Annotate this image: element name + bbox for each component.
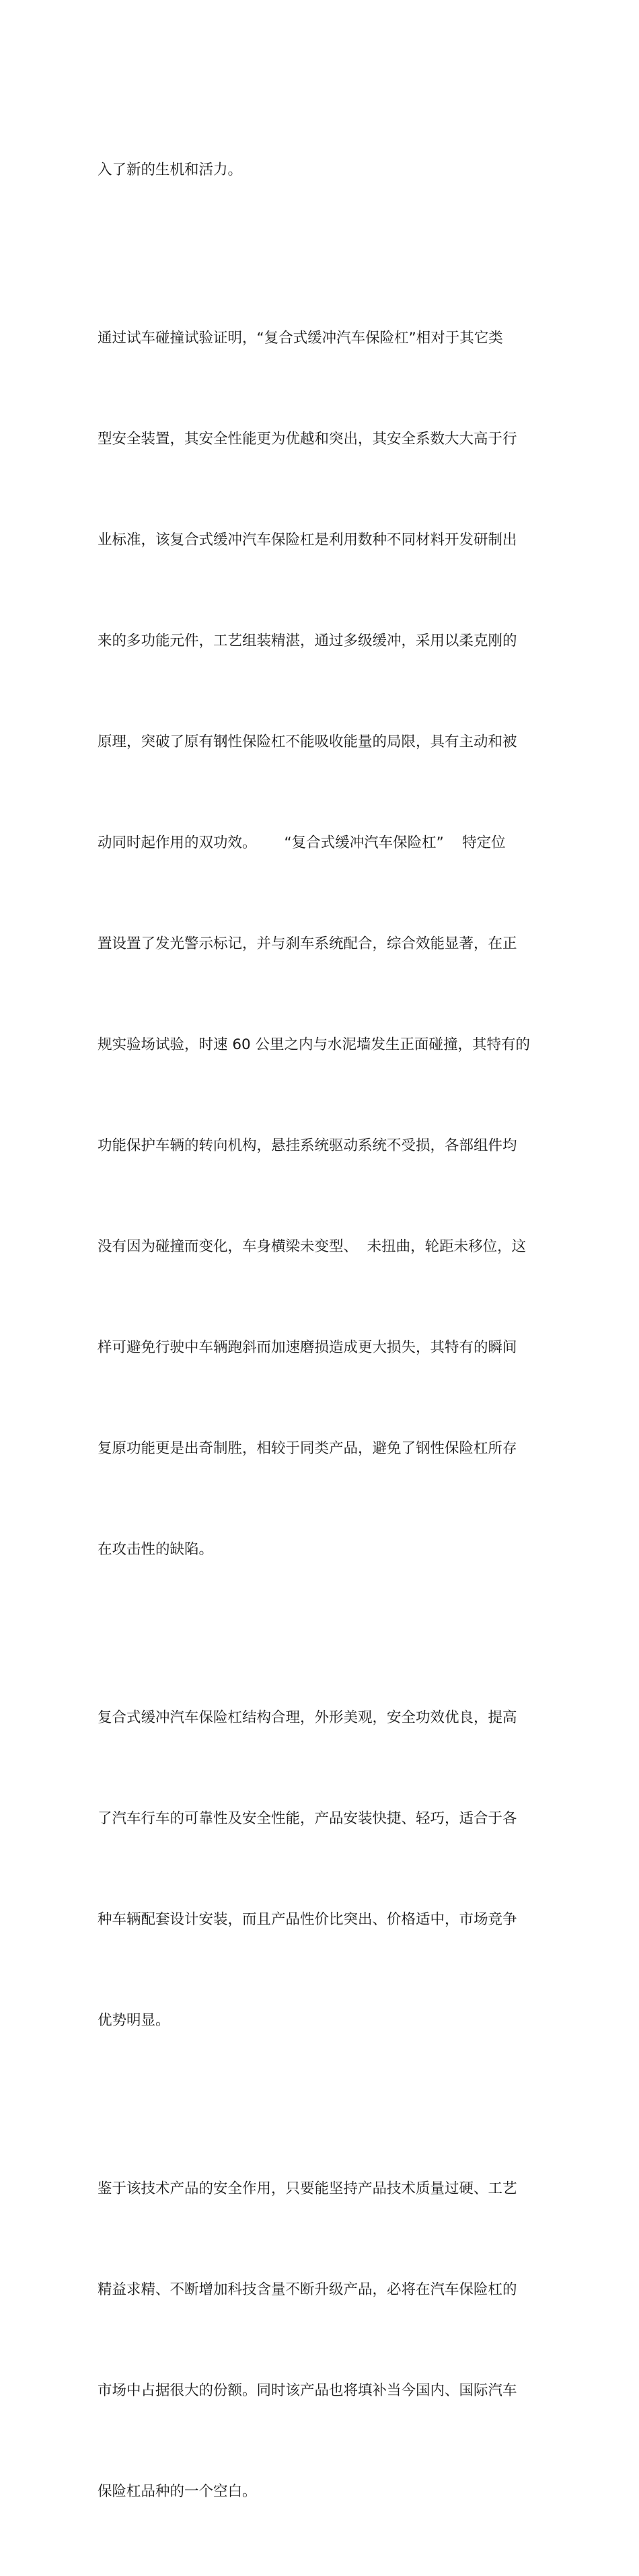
text-line: 在攻击性的缺陷。	[98, 1541, 214, 1558]
text-line: 复合式缓冲汽车保险杠结构合理，外形美观，安全功效优良，提高	[98, 1709, 517, 1726]
text-line: 鉴于该技术产品的安全作用，只要能坚持产品技术质量过硬、工艺	[98, 2180, 517, 2197]
text-line: 通过试车碰撞试验证明，“复合式缓冲汽车保险杠”相对于其它类	[98, 330, 503, 347]
text-line: 了汽车行车的可靠性及安全性能，产品安装快捷、轻巧，适合于各	[98, 1810, 517, 1827]
text-line: 置设置了发光警示标记，并与刹车系统配合，综合效能显著，在正	[98, 935, 517, 952]
text-line: 种车辆配套设计安装，而且产品性价比突出、价格适中，市场竞争	[98, 1911, 517, 1928]
paragraph-3	[98, 1634, 543, 2105]
text-line: 市场中占据很大的份额。同时该产品也将填补当今国内、国际汽车	[98, 2382, 517, 2399]
text-line: 来的多功能元件，工艺组装精湛，通过多级缓冲，采用以柔克刚的	[98, 633, 517, 649]
text-line: 样可避免行驶中车辆跑斜而加速磨损造成更大损失，其特有的瞬间	[98, 1339, 517, 1356]
paragraph-4	[98, 2105, 543, 2576]
text-line: 精益求精、不断增加科技含量不断升级产品，必将在汽车保险杠的	[98, 2281, 517, 2298]
document-body	[98, 86, 543, 2576]
text-line: 业标准，该复合式缓冲汽车保险杠是利用数种不同材料开发研制出	[98, 532, 517, 548]
paragraph-2	[98, 254, 543, 1634]
text-line: 型安全装置，其安全性能更为优越和突出，其安全系数大大高于行	[98, 431, 517, 448]
text-line: 原理，突破了原有钢性保险杠不能吸收能量的局限，具有主动和被	[98, 734, 517, 750]
text-line: 入了新的生机和活力。	[98, 162, 243, 178]
text-line: 动同时起作用的双功效。 “复合式缓冲汽车保险杠” 特定位	[98, 834, 506, 851]
paragraph-1	[98, 86, 543, 254]
text-line: 规实验场试验，时速 60 公里之内与水泥墙发生正面碰撞，其特有的	[98, 1036, 531, 1053]
text-line: 复原功能更是出奇制胜，相较于同类产品，避免了钢性保险杠所存	[98, 1440, 517, 1457]
text-line: 没有因为碰撞而变化，车身横梁未变型、 未扭曲，轮距未移位，这	[98, 1238, 527, 1255]
text-line: 优势明显。	[98, 2012, 170, 2029]
text-line: 保险杠品种的一个空白。	[98, 2483, 257, 2500]
text-line: 功能保护车辆的转向机构，悬挂系统驱动系统不受损，各部组件均	[98, 1137, 517, 1154]
